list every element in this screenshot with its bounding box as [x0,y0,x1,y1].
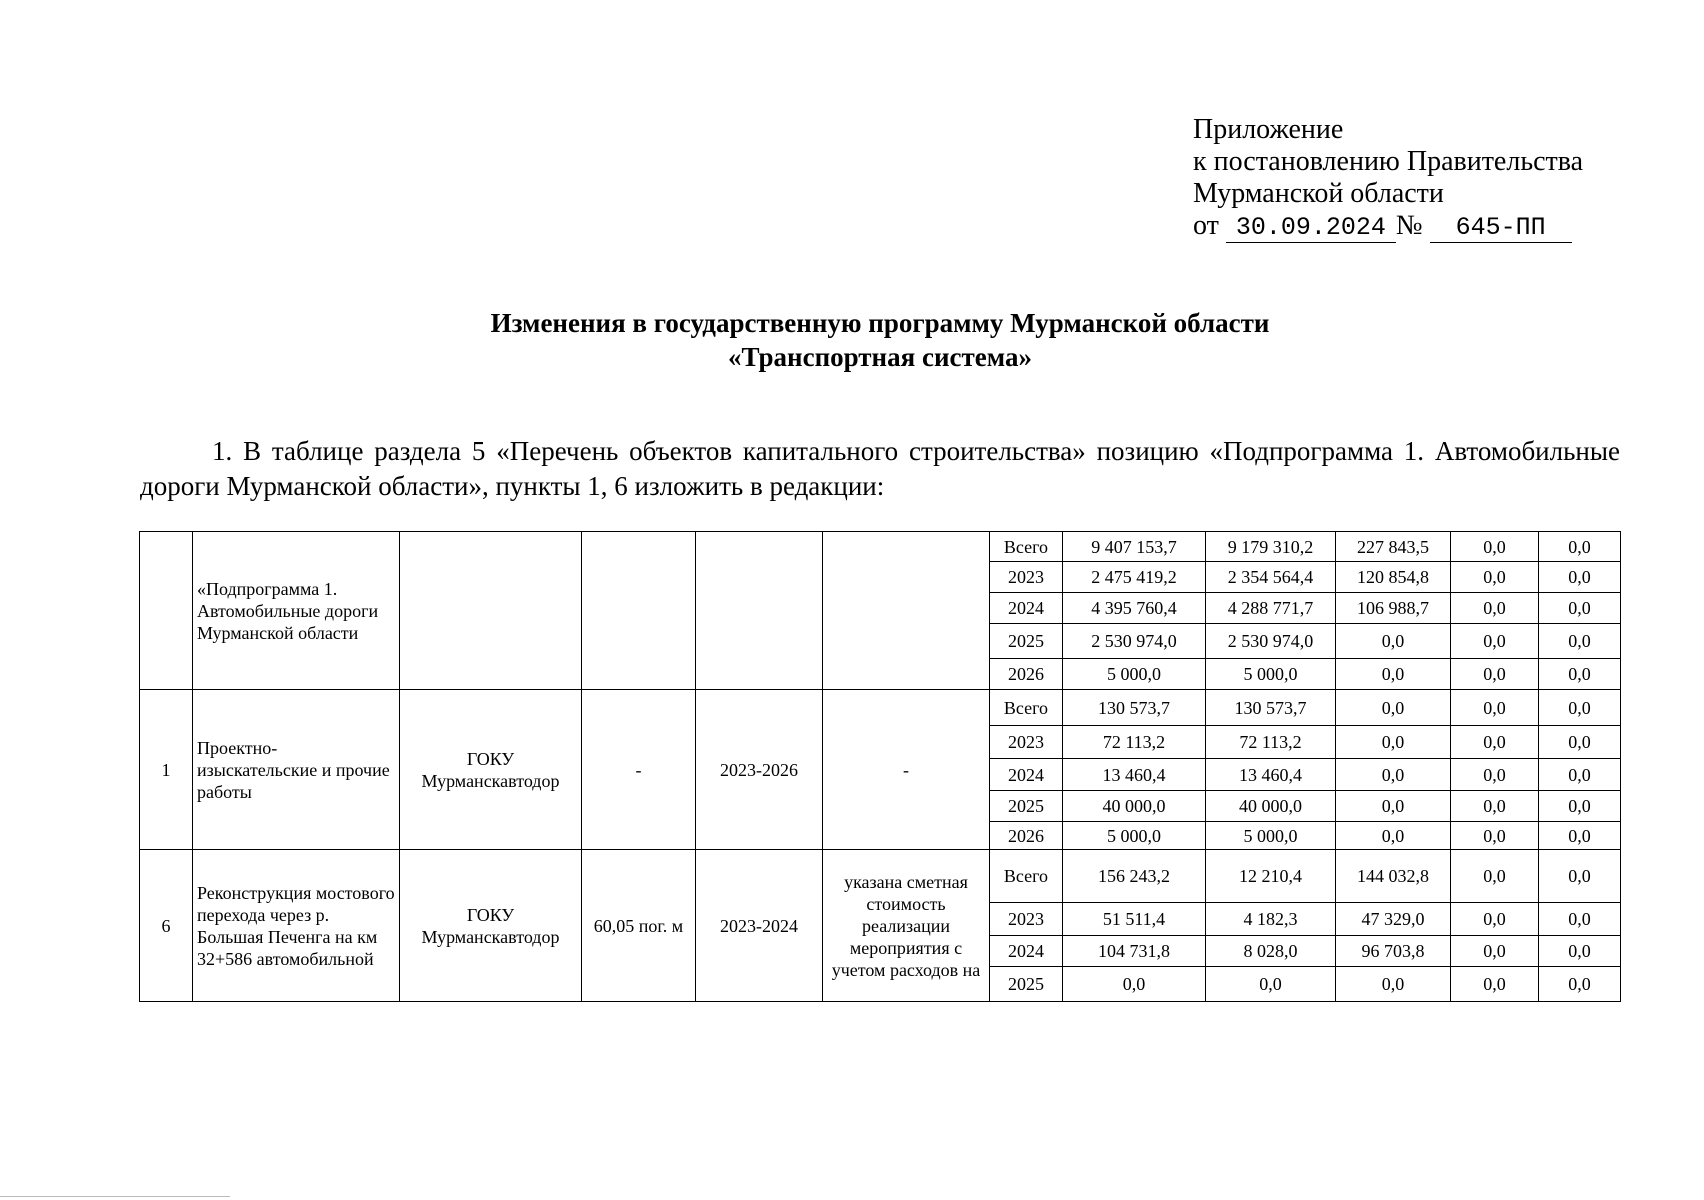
amount-cell: 72 113,2 [1206,726,1336,759]
amount-cell: 0,0 [1451,726,1539,759]
amount-cell: 0,0 [1451,967,1539,1002]
year-cell: 2025 [990,967,1063,1002]
amount-cell: 2 475 419,2 [1063,562,1206,593]
amount-cell: 130 573,7 [1206,690,1336,726]
year-cell: 2023 [990,903,1063,936]
amount-cell: 120 854,8 [1336,562,1451,593]
item-capacity: - [582,690,696,850]
body-paragraph [140,434,1620,504]
year-cell: 2026 [990,822,1063,850]
amount-cell: 0,0 [1539,850,1621,903]
amount-cell: 12 210,4 [1206,850,1336,903]
amount-cell: 0,0 [1451,822,1539,850]
amount-cell: 0,0 [1336,822,1451,850]
year-cell: 2024 [990,759,1063,791]
amount-cell: 4 182,3 [1206,903,1336,936]
year-cell: 2024 [990,936,1063,967]
item-period [696,532,823,690]
amount-cell: 0,0 [1539,967,1621,1002]
year-cell: 2023 [990,726,1063,759]
amount-cell: 0,0 [1451,690,1539,726]
amount-cell: 0,0 [1539,690,1621,726]
item-number: 1 [140,690,193,850]
amount-cell: 5 000,0 [1063,659,1206,690]
year-cell: Всего [990,690,1063,726]
amount-cell: 0,0 [1063,967,1206,1002]
appendix-header [1193,114,1583,243]
table-row [140,850,1621,903]
amount-cell: 0,0 [1206,967,1336,1002]
amount-cell: 0,0 [1451,759,1539,791]
amount-cell: 0,0 [1539,791,1621,822]
item-capacity [582,532,696,690]
item-note [823,532,990,690]
capital-objects-table [139,531,1621,1002]
paragraph-text: 1. В таблице раздела 5 «Перечень объектов капитального строительства» позицию «Подпрограмма 1. Автомобильные дороги Мурманской области», пункты 1, 6 изложить в редакции: [140,436,1620,501]
amount-cell: 40 000,0 [1206,791,1336,822]
year-cell: 2025 [990,624,1063,659]
amount-cell: 13 460,4 [1206,759,1336,791]
amount-cell: 130 573,7 [1063,690,1206,726]
item-number [140,532,193,690]
item-customer [400,532,582,690]
date-prefix: от [1193,210,1219,241]
amount-cell: 9 407 153,7 [1063,532,1206,562]
item-note: - [823,690,990,850]
amount-cell: 9 179 310,2 [1206,532,1336,562]
amount-cell: 72 113,2 [1063,726,1206,759]
document-title [0,306,1704,374]
appendix-region: Мурманской области [1193,178,1444,209]
title-line-2: «Транспортная система» [728,342,1032,372]
amount-cell: 0,0 [1336,967,1451,1002]
appendix-title: Приложение [1193,114,1344,145]
amount-cell: 0,0 [1451,532,1539,562]
page-edge-line [0,1196,230,1197]
amount-cell: 0,0 [1336,759,1451,791]
amount-cell: 0,0 [1336,690,1451,726]
item-capacity: 60,05 пог. м [582,850,696,1002]
year-cell: 2024 [990,593,1063,624]
amount-cell: 4 395 760,4 [1063,593,1206,624]
amount-cell: 0,0 [1451,850,1539,903]
year-cell: 2026 [990,659,1063,690]
amount-cell: 0,0 [1539,726,1621,759]
amount-cell: 13 460,4 [1063,759,1206,791]
amount-cell: 0,0 [1539,532,1621,562]
amount-cell: 2 530 974,0 [1206,624,1336,659]
amount-cell: 106 988,7 [1336,593,1451,624]
amount-cell: 2 530 974,0 [1063,624,1206,659]
amount-cell: 0,0 [1336,726,1451,759]
amount-cell: 0,0 [1539,759,1621,791]
amount-cell: 0,0 [1336,659,1451,690]
amount-cell: 0,0 [1539,659,1621,690]
amount-cell: 0,0 [1539,936,1621,967]
year-cell: 2023 [990,562,1063,593]
amount-cell: 144 032,8 [1336,850,1451,903]
table-row [140,532,1621,562]
amount-cell: 96 703,8 [1336,936,1451,967]
appendix-date-line [1193,210,1583,243]
item-name: Реконструкция мостового перехода через р. Большая Печенга на км 32+586 автомобильной [193,850,400,1002]
amount-cell: 5 000,0 [1206,822,1336,850]
decree-date: 30.09.2024 [1226,214,1396,243]
item-number: 6 [140,850,193,1002]
amount-cell: 227 843,5 [1336,532,1451,562]
item-name: «Подпрограмма 1. Автомобильные дороги Мурманской области [193,532,400,690]
amount-cell: 47 329,0 [1336,903,1451,936]
amount-cell: 0,0 [1451,936,1539,967]
item-note: указана сметная стоимость реализации мероприятия с учетом расходов на [823,850,990,1002]
amount-cell: 0,0 [1539,562,1621,593]
amount-cell: 0,0 [1451,562,1539,593]
amount-cell: 0,0 [1539,903,1621,936]
year-cell: 2025 [990,791,1063,822]
amount-cell: 104 731,8 [1063,936,1206,967]
amount-cell: 40 000,0 [1063,791,1206,822]
amount-cell: 0,0 [1451,903,1539,936]
number-prefix: № [1395,210,1423,241]
appendix-subtitle: к постановлению Правительства [1193,146,1584,177]
amount-cell: 0,0 [1451,791,1539,822]
item-customer: ГОКУ Мурманскавтодор [400,850,582,1002]
amount-cell: 5 000,0 [1063,822,1206,850]
item-period: 2023-2024 [696,850,823,1002]
amount-cell: 0,0 [1451,659,1539,690]
amount-cell: 2 354 564,4 [1206,562,1336,593]
amount-cell: 51 511,4 [1063,903,1206,936]
year-cell: Всего [990,532,1063,562]
year-cell: Всего [990,850,1063,903]
amount-cell: 0,0 [1451,593,1539,624]
amount-cell: 0,0 [1539,822,1621,850]
amount-cell: 4 288 771,7 [1206,593,1336,624]
decree-number: 645-ПП [1430,214,1572,243]
amount-cell: 0,0 [1336,791,1451,822]
title-line-1: Изменения в государственную программу Мурманской области [490,308,1270,338]
amount-cell: 5 000,0 [1206,659,1336,690]
amount-cell: 0,0 [1539,593,1621,624]
item-period: 2023-2026 [696,690,823,850]
amount-cell: 8 028,0 [1206,936,1336,967]
amount-cell: 0,0 [1451,624,1539,659]
item-customer: ГОКУ Мурманскавтодор [400,690,582,850]
amount-cell: 0,0 [1336,624,1451,659]
amount-cell: 0,0 [1539,624,1621,659]
item-name: Проектно-изыскательские и прочие работы [193,690,400,850]
amount-cell: 156 243,2 [1063,850,1206,903]
table-row [140,690,1621,726]
